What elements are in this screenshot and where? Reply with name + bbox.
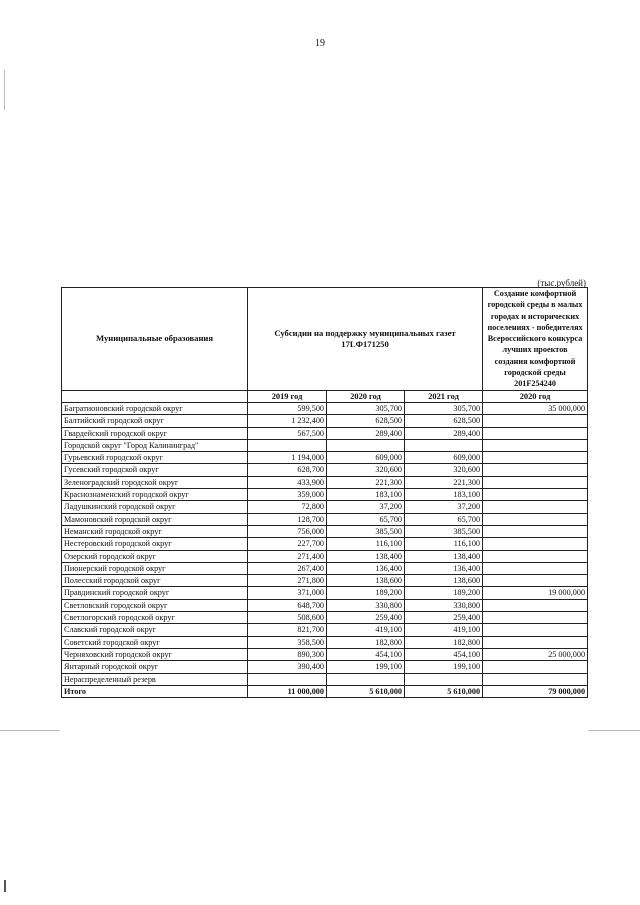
municipality-name: Янтарный городской округ [62,661,248,673]
municipality-name: Нестеровский городской округ [62,538,248,550]
value-comfort-2020 [483,673,588,685]
municipality-name: Итого [62,685,248,697]
municipality-name: Озерский городской округ [62,550,248,562]
value-comfort-2020 [483,501,588,513]
scan-artifact-left [4,70,5,110]
value-2021: 116,100 [405,538,483,550]
value-comfort-2020: 35 000,000 [483,402,588,414]
value-2019: 359,000 [248,489,327,501]
value-2021: 138,600 [405,575,483,587]
value-comfort-2020 [483,415,588,427]
table-row [62,427,588,439]
value-2020: 189,200 [327,587,405,599]
value-2019: 1 194,000 [248,452,327,464]
value-comfort-2020 [483,427,588,439]
value-2021: 189,200 [405,587,483,599]
table-row [62,452,588,464]
value-2019: 72,800 [248,501,327,513]
value-2020: 330,800 [327,599,405,611]
value-2021: 320,600 [405,464,483,476]
value-2019: 1 232,400 [248,415,327,427]
page-number: 19 [315,38,325,49]
value-2019: 433,900 [248,476,327,488]
scan-artifact-line [0,730,60,731]
header-year-2019: 2019 год [248,390,327,402]
value-2021: 289,400 [405,427,483,439]
value-2021: 138,400 [405,550,483,562]
value-2019: 271,400 [248,550,327,562]
table-row [62,464,588,476]
value-2020: 419,100 [327,624,405,636]
table-row [62,636,588,648]
value-comfort-2020 [483,562,588,574]
value-2020: 182,800 [327,636,405,648]
municipality-name: Славский городской округ [62,624,248,636]
municipality-name: Черняховский городской округ [62,648,248,660]
value-2019: 508,600 [248,612,327,624]
municipality-name: Светлогорский городской округ [62,612,248,624]
value-2020: 259,400 [327,612,405,624]
value-comfort-2020 [483,612,588,624]
value-comfort-2020 [483,575,588,587]
municipality-name: Краснознаменский городской округ [62,489,248,501]
table-row [62,624,588,636]
value-comfort-2020 [483,513,588,525]
header-subsidy: Субсидии на поддержку муниципальных газет 17LФ171250 [248,288,483,391]
value-2019: 390,400 [248,661,327,673]
value-2019: 567,500 [248,427,327,439]
value-2019: 648,700 [248,599,327,611]
value-2020: 138,600 [327,575,405,587]
header-comfort-year-2020: 2020 год [483,390,588,402]
value-comfort-2020 [483,538,588,550]
value-comfort-2020 [483,452,588,464]
value-2020: 320,600 [327,464,405,476]
value-2020: 65,700 [327,513,405,525]
value-2019: 371,000 [248,587,327,599]
table-row [62,599,588,611]
value-comfort-2020 [483,439,588,451]
value-2020: 454,100 [327,648,405,660]
value-2019: 358,500 [248,636,327,648]
municipality-name: Гурьевский городской округ [62,452,248,464]
value-2020 [327,673,405,685]
value-2020: 37,200 [327,501,405,513]
value-comfort-2020 [483,489,588,501]
value-comfort-2020 [483,624,588,636]
value-2020: 199,100 [327,661,405,673]
table-row [62,587,588,599]
value-2020: 305,700 [327,402,405,414]
table-row [62,501,588,513]
municipality-name: Гвардейский городской округ [62,427,248,439]
value-2020: 609,000 [327,452,405,464]
value-comfort-2020: 19 000,000 [483,587,588,599]
table-row [62,415,588,427]
header-municipal: Муниципальные образования [62,288,248,391]
municipality-name: Полесский городской округ [62,575,248,587]
value-comfort-2020 [483,599,588,611]
value-2021: 628,500 [405,415,483,427]
value-2021: 37,200 [405,501,483,513]
municipality-name: Неманский городской округ [62,525,248,537]
header-blank [62,390,248,402]
table-row [62,575,588,587]
value-2020: 138,400 [327,550,405,562]
value-2021: 65,700 [405,513,483,525]
scan-artifact-bottom [4,880,6,892]
table-row [62,673,588,685]
value-2021: 609,000 [405,452,483,464]
table-row [62,661,588,673]
value-2019 [248,673,327,685]
municipality-name: Мамоновский городской округ [62,513,248,525]
value-2021 [405,439,483,451]
municipality-name: Багратионовский городской округ [62,402,248,414]
table-row [62,513,588,525]
table-row [62,612,588,624]
value-2020: 628,500 [327,415,405,427]
value-2019 [248,439,327,451]
value-2021: 419,100 [405,624,483,636]
value-2019: 227,700 [248,538,327,550]
value-2019: 756,000 [248,525,327,537]
table-row [62,402,588,414]
value-2021: 183,100 [405,489,483,501]
value-2021: 199,100 [405,661,483,673]
value-2021: 330,800 [405,599,483,611]
value-2021: 385,500 [405,525,483,537]
value-2019: 267,400 [248,562,327,574]
value-2021: 305,700 [405,402,483,414]
municipality-name: Балтийский городской округ [62,415,248,427]
value-2020: 289,400 [327,427,405,439]
value-2020: 5 610,000 [327,685,405,697]
header-year-2021: 2021 год [405,390,483,402]
municipality-name: Советский городской округ [62,636,248,648]
municipality-name: Ладушкинский городской округ [62,501,248,513]
value-2020: 221,300 [327,476,405,488]
header-comfort: Создание комфортной городской среды в малых городах и исторических поселениях - победителях Всероссийского конкурса лучших проектов создания комфортной городской среды 201F254240 [483,288,588,391]
value-comfort-2020: 25 000,000 [483,648,588,660]
municipality-name: Светловский городской округ [62,599,248,611]
value-2019: 890,300 [248,648,327,660]
value-2019: 628,700 [248,464,327,476]
value-2020: 183,100 [327,489,405,501]
value-2020: 136,400 [327,562,405,574]
value-2021: 136,400 [405,562,483,574]
value-2019: 11 000,000 [248,685,327,697]
table-row [62,550,588,562]
value-2021: 5 610,000 [405,685,483,697]
table-body [62,402,588,697]
total-row [62,685,588,697]
table-row [62,525,588,537]
value-2021 [405,673,483,685]
table-row [62,476,588,488]
municipality-name: Городской округ "Город Калининград" [62,439,248,451]
table-row [62,562,588,574]
value-comfort-2020 [483,636,588,648]
value-2021: 182,800 [405,636,483,648]
value-2021: 221,300 [405,476,483,488]
table-row [62,648,588,660]
value-comfort-2020 [483,550,588,562]
value-comfort-2020 [483,661,588,673]
value-2020: 385,500 [327,525,405,537]
municipality-name: Нераспределенный резерв [62,673,248,685]
municipality-name: Гусевский городской округ [62,464,248,476]
value-2021: 259,400 [405,612,483,624]
municipality-name: Зеленоградский городской округ [62,476,248,488]
municipality-name: Пионерский городской округ [62,562,248,574]
value-2020 [327,439,405,451]
value-comfort-2020 [483,464,588,476]
value-2021: 454,100 [405,648,483,660]
value-2019: 128,700 [248,513,327,525]
scan-artifact-line-right [588,730,640,731]
value-2019: 821,700 [248,624,327,636]
value-2019: 271,800 [248,575,327,587]
table-row [62,538,588,550]
value-comfort-2020 [483,525,588,537]
subsidy-table [61,287,588,698]
value-comfort-2020 [483,476,588,488]
value-comfort-2020: 79 000,000 [483,685,588,697]
value-2020: 116,100 [327,538,405,550]
value-2019: 599,500 [248,402,327,414]
table-row [62,439,588,451]
header-year-2020: 2020 год [327,390,405,402]
units-label: (тыс.рублей) [537,278,586,288]
municipality-name: Правдинский городской округ [62,587,248,599]
table-row [62,489,588,501]
